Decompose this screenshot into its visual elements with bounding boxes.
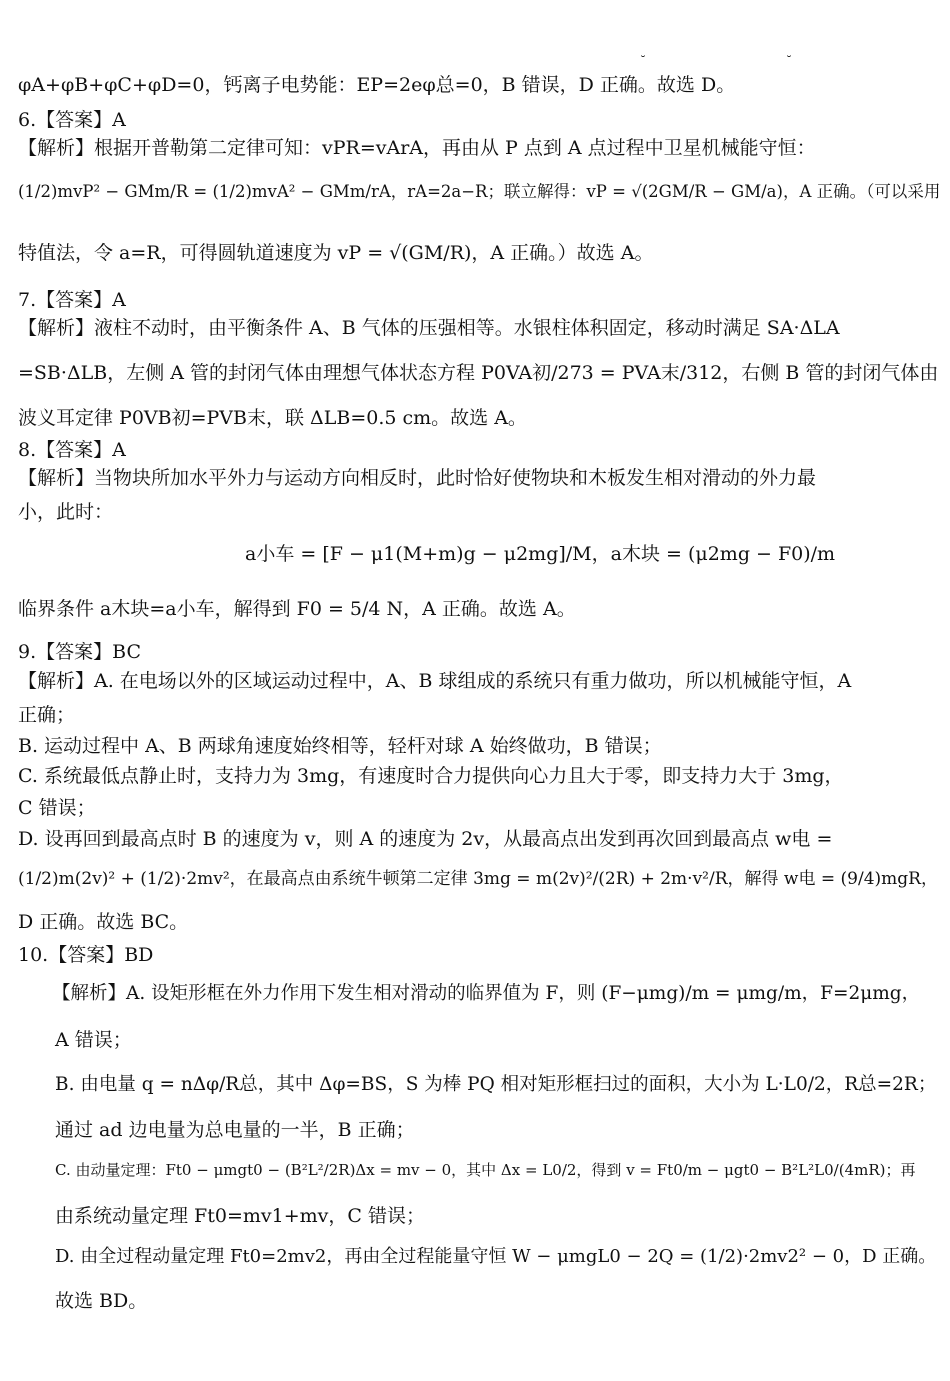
answer-9-option-a-2: 正确；: [18, 704, 76, 726]
answer-10-option-c-2: 由系统动量定理 Ft0=mv1+mv，C 错误；: [55, 1205, 425, 1227]
answer-10-option-a-1: 【解析】A. 设矩形框在外力作用下发生相对滑动的临界值为 F，则 (F−μmg)/m = μmg/m，F=2μmg，: [52, 983, 921, 1004]
answer-10-option-d-1: D. 由全过程动量定理 Ft0=2mv2，再由全过程能量守恒 W − μmgL0 − 2Q = (1/2)·2mv2² − 0，D 正确。: [55, 1246, 937, 1267]
page-top-marks: ˘˘: [640, 54, 932, 68]
answer-6-heading: 6.【答案】A: [18, 109, 126, 131]
answer-7-analysis-1: 【解析】液柱不动时，由平衡条件 A、B 气体的压强相等。水银柱体积固定，移动时满足 SA·ΔLA: [18, 317, 840, 339]
answer-10-option-c-1: C. 由动量定理：Ft0 − μmgt0 − (B²L²/2R)Δx = mv − 0，其中 Δx = L0/2，得到 v = Ft0/m − μgt0 − B²L²L0/(4mR)；再: [55, 1161, 916, 1179]
answer-9-option-c-2: C 错误；: [18, 797, 96, 819]
answer-8-heading: 8.【答案】A: [18, 439, 126, 461]
answer-8-analysis-3: 临界条件 a木块=a小车，解得到 F0 = 5/4 N，A 正确。故选 A。: [18, 598, 576, 620]
answer-9-option-d-3: D 正确。故选 BC。: [18, 911, 189, 933]
answer-5-tail: φA+φB+φC+φD=0，钙离子电势能：EP=2eφ总=0，B 错误，D 正确。故选 D。: [18, 74, 736, 96]
answer-9-option-d-1: D. 设再回到最高点时 B 的速度为 v，则 A 的速度为 2v，从最高点出发到再次回到最高点 w电 =: [18, 828, 833, 850]
answer-10-option-a-2: A 错误；: [55, 1029, 132, 1051]
answer-7-heading: 7.【答案】A: [18, 289, 126, 311]
answer-10-heading: 10.【答案】BD: [18, 944, 154, 966]
answer-6-analysis-2: (1/2)mvP² − GMm/R = (1/2)mvA² − GMm/rA，rA=2a−R；联立解得：vP = √(2GM/R − GM/a)，A 正确。（可以采用: [18, 182, 941, 201]
answer-7-analysis-3: 波义耳定律 P0VB初=PVB末，联 ΔLB=0.5 cm。故选 A。: [18, 407, 527, 429]
answer-8-equation: a小车 = [F − μ1(M+m)g − μ2mg]/M，a木块 = (μ2mg − F0)/m: [245, 543, 836, 565]
answer-6-analysis-3: 特值法，令 a=R，可得圆轨道速度为 vP = √(GM/R)，A 正确。）故选 A。: [18, 242, 654, 264]
answer-8-analysis-1: 【解析】当物块所加水平外力与运动方向相反时，此时恰好使物块和木板发生相对滑动的外力最: [18, 467, 817, 489]
answer-10-option-b-1: B. 由电量 q = nΔφ/R总，其中 Δφ=BS，S 为棒 PQ 相对矩形框扫过的面积，大小为 L·L0/2，R总=2R；: [55, 1074, 937, 1095]
answer-9-option-d-2: (1/2)m(2v)² + (1/2)·2mv²，在最高点由系统牛顿第二定律 3mg = m(2v)²/(2R) + 2m·v²/R，解得 w电 = (9/4)mgR，: [18, 869, 938, 889]
answer-7-analysis-2: =SB·ΔLB，左侧 A 管的封闭气体由理想气体状态方程 P0VA初/273 = PVA末/312，右侧 B 管的封闭气体由: [18, 362, 939, 384]
answer-8-analysis-2: 小，此时：: [18, 501, 114, 523]
answer-10-option-b-2: 通过 ad 边电量为总电量的一半，B 正确；: [55, 1119, 415, 1141]
answer-9-option-c-1: C. 系统最低点静止时，支持力为 3mg，有速度时合力提供向心力且大于零，即支持力大于 3mg，: [18, 765, 844, 787]
answer-9-option-b: B. 运动过程中 A、B 两球角速度始终相等，轻杆对球 A 始终做功，B 错误；: [18, 735, 662, 757]
answer-10-option-d-2: 故选 BD。: [55, 1290, 148, 1312]
answer-9-option-a-1: 【解析】A. 在电场以外的区域运动过程中，A、B 球组成的系统只有重力做功，所以机械能守恒，A: [18, 670, 852, 692]
answer-6-analysis-1: 【解析】根据开普勒第二定律可知：vPR=vArA，再由从 P 点到 A 点过程中卫星机械能守恒：: [18, 137, 816, 159]
answer-9-heading: 9.【答案】BC: [18, 641, 141, 663]
